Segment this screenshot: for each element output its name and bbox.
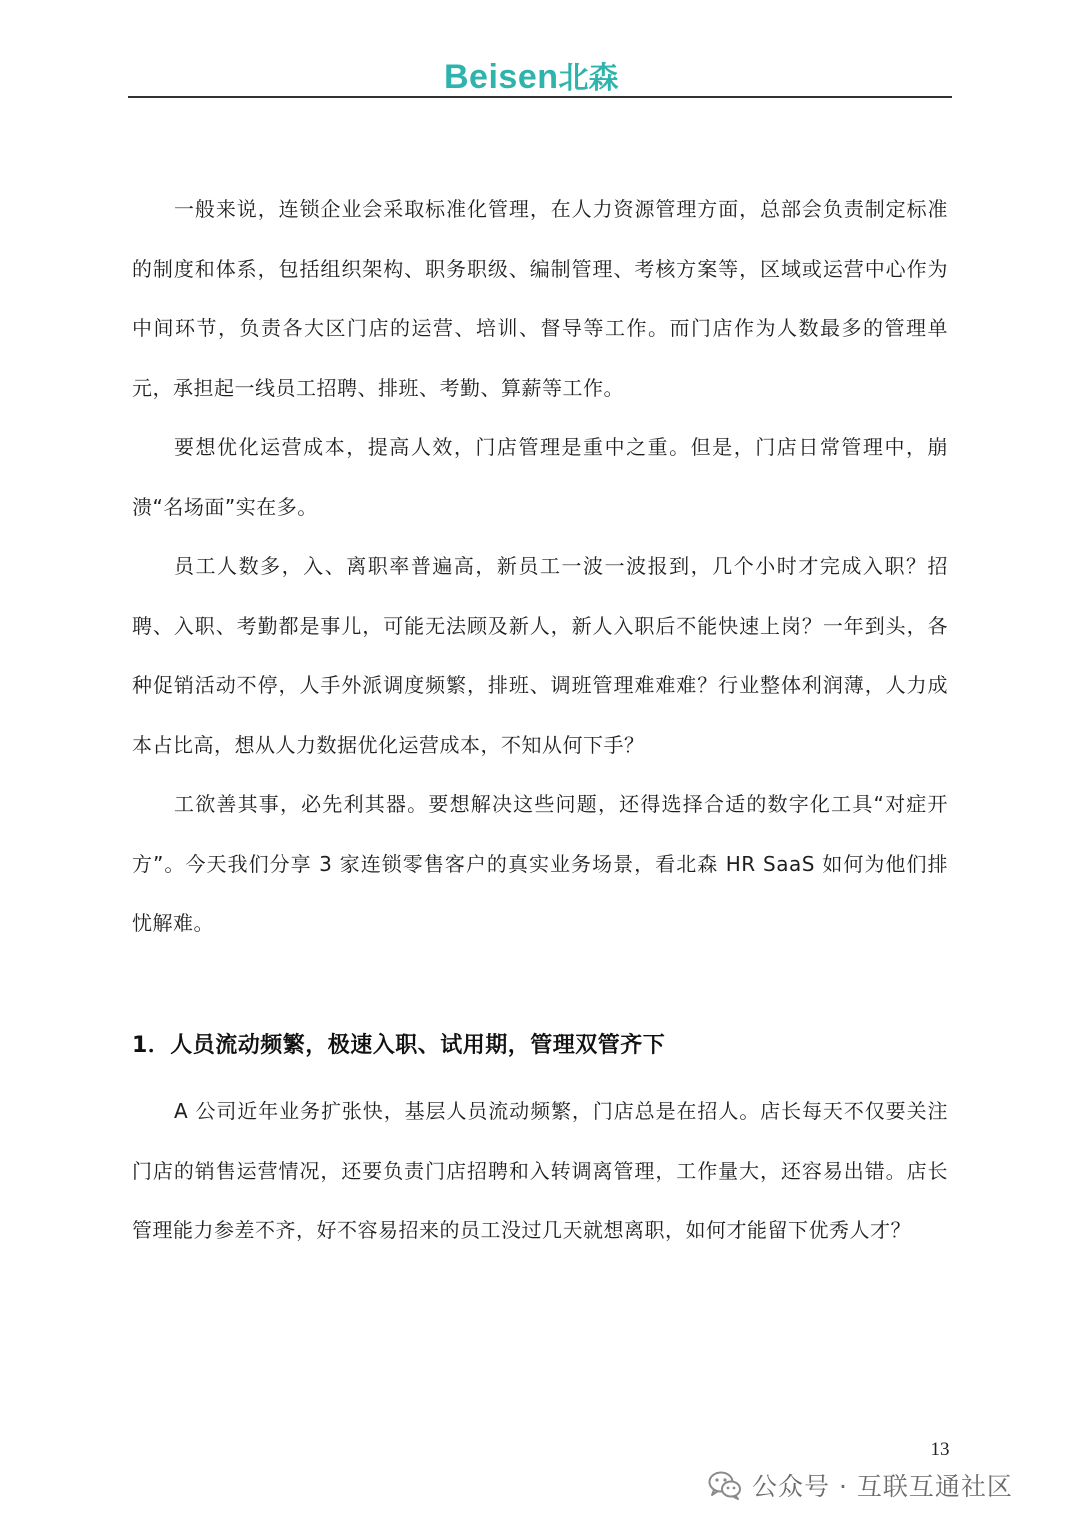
beisen-logo bbox=[444, 58, 619, 98]
watermark bbox=[708, 1465, 1013, 1505]
page-number: 13 bbox=[930, 1439, 950, 1460]
watermark-text: 公众号 · 互联互通社区 bbox=[752, 1472, 1013, 1501]
section-paragraph: A 公司近年业务扩张快，基层人员流动频繁，门店总是在招人。店长每天不仅要关注门店的销售运营情况，还要负责门店招聘和入转调离管理，工作量大，还容易出错。店长管理能力参差不齐，好不容易招来的员工没过几天就想离职，如何才能留下优秀人才？ bbox=[132, 1099, 948, 1242]
logo-latin: Beisen bbox=[444, 58, 559, 96]
paragraph-1: 一般来说，连锁企业会采取标准化管理，在人力资源管理方面，总部会负责制定标准的制度和体系，包括组织架构、职务职级、编制管理、考核方案等，区域或运营中心作为中间环节，负责各大区门店的运营、培训、督导等工作。而门店作为人数最多的管理单元，承担起一线员工招聘、排班、考勤、算薪等工作。 bbox=[132, 197, 948, 400]
section-heading: 1．人员流动频繁，极速入职、试用期，管理双管齐下 bbox=[132, 1033, 666, 1058]
section-body bbox=[132, 1082, 948, 1261]
header-rule bbox=[128, 96, 952, 98]
paragraph-2: 要想优化运营成本，提高人效，门店管理是重中之重。但是，门店日常管理中，崩溃“名场面”实在多。 bbox=[132, 435, 948, 519]
logo-cn: 北森 bbox=[558, 61, 619, 96]
paragraph-4: 工欲善其事，必先利其器。要想解决这些问题，还得选择合适的数字化工具“对症开方”。今天我们分享 3 家连锁零售客户的真实业务场景，看北森 HR SaaS 如何为他们排忧解难。 bbox=[132, 792, 948, 935]
paragraph-3: 员工人数多，入、离职率普遍高，新员工一波一波报到，几个小时才完成入职？招聘、入职、考勤都是事儿，可能无法顾及新人，新人入职后不能快速上岗？一年到头，各种促销活动不停，人手外派调度频繁，排班、调班管理难难难？行业整体利润薄，人力成本占比高，想从人力数据优化运营成本，不知从何下手？ bbox=[132, 554, 948, 757]
intro-body bbox=[132, 180, 948, 954]
wechat-icon bbox=[708, 1470, 742, 1500]
page-header bbox=[128, 58, 952, 100]
